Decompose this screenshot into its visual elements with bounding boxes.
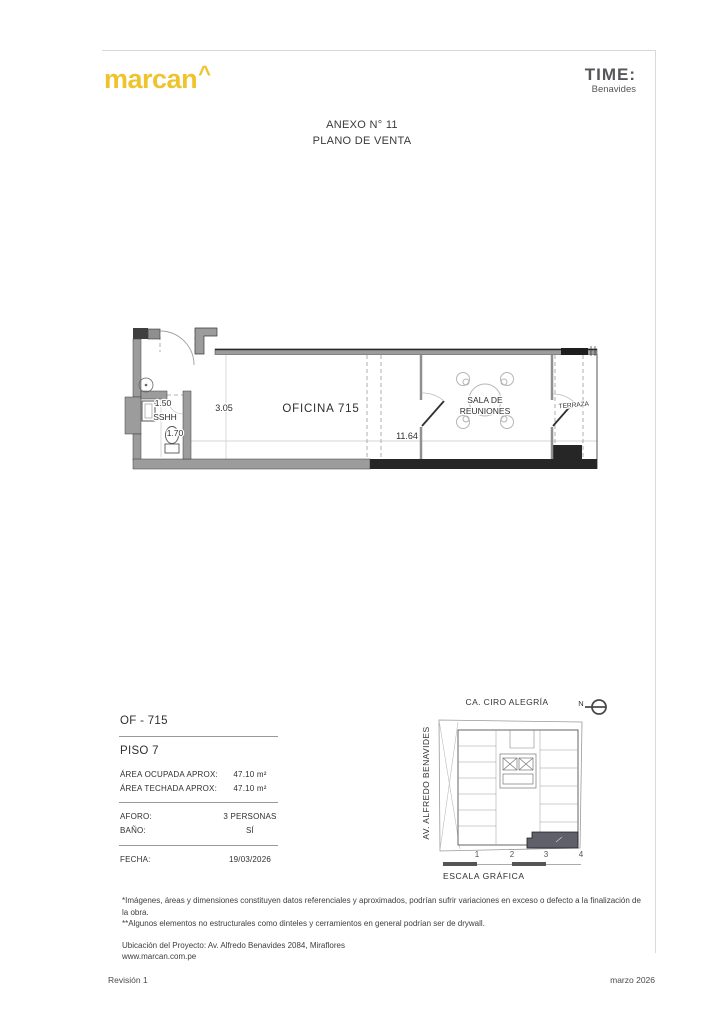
date-row [119,846,278,866]
capacity-rows [119,803,278,846]
title-line-2: PLANO DE VENTA [312,135,412,147]
scale-tick-3: 3 [543,850,549,859]
table-row [119,767,278,781]
bottom-wall-gray [133,459,370,469]
scale-tick-2: 2 [509,850,515,859]
terrace-label: TERRAZA [558,400,590,411]
area-rows [119,767,278,803]
graphic-scale-label: ESCALA GRÁFICA [443,871,525,881]
marcan-logo [104,61,211,95]
time-logo-subtext: Benavides [591,84,636,95]
entry-l-wall [195,328,217,354]
plan-labels [153,395,590,441]
bath-side-wall [183,391,191,459]
table-row [119,823,278,837]
unit-code: OF - 715 [119,712,278,737]
sala-door-arc [422,393,444,401]
fecha-value: 19/03/2026 [228,854,272,864]
street-label-left: AV. ALFREDO BENAVIDES [421,726,431,840]
bano-label: BAÑO: [120,825,146,835]
aforo-label: AFORO: [120,811,152,821]
time-benavides-logo [540,66,636,95]
top-wall-window-dark [561,348,588,355]
note-2: **Algunos elementos no estructurales como dinteles y cerramientos en general podrían ser de drywall. [122,919,485,928]
date-label: marzo 2026 [610,975,655,985]
table-row [119,781,278,795]
aforo-value: 3 PERSONAS [223,811,277,821]
sala-label-line1: SALA DE [467,395,503,405]
sala-label-line2: REUNIONES [459,406,511,416]
key-plan [420,692,620,862]
graphic-scale-bar [443,862,582,866]
marcan-logo-caret-icon: ^ [198,61,211,86]
area-ocupada-label: ÁREA OCUPADA APROX: [120,769,218,779]
floor-plan [115,315,610,480]
area-ocupada-value: 47.10 m² [233,769,267,779]
office-label: OFICINA 715 [282,403,360,415]
walls [125,328,597,469]
dim-3-05-label: 3.05 [215,403,233,413]
dim-1-70-label: 1.70 [166,428,184,438]
scale-tick-1: 1 [474,850,480,859]
unit-info-table [119,712,278,866]
marcan-logo-text: marcan [104,64,198,94]
north-compass-icon [578,699,606,714]
entry-jamb-gray [148,329,160,339]
disclaimer-notes [122,895,645,963]
title-line-1: ANEXO N° 11 [326,119,398,131]
note-1: *Imágenes, áreas y dimensiones constituyen datos referenciales y aproximados, podrían sufrir variaciones en exceso o defecto a la finalización de la obra. [122,896,641,917]
highlighted-unit [527,832,578,848]
terrace-step-dark [553,445,582,459]
building-outline [458,730,578,845]
north-letter: N [578,699,584,708]
floor-label: PISO 7 [120,745,159,757]
bano-value: SÍ [246,825,254,835]
scale-tick-4: 4 [578,850,584,859]
entry-jamb-dark [133,328,148,339]
dashed-reference-lines [160,329,583,459]
terrace-door-arc [553,394,574,402]
project-location: Ubicación del Proyecto: Av. Alfredo Benavides 2084, Miraflores [122,940,345,950]
dim-11-64-label: 11.64 [396,431,418,441]
document-title [0,117,724,149]
page-right-edge [655,50,656,953]
area-techada-value: 47.10 m² [233,783,267,793]
time-logo-text: TIME: [584,65,636,84]
bath-label: SSHH [153,412,177,422]
area-techada-label: ÁREA TECHADA APROX: [120,783,218,793]
toilet-tank-icon [165,444,179,453]
sala-door-leaf [422,401,444,426]
website-link[interactable]: www.marcan.com.pe [122,952,197,961]
page-top-edge [102,50,656,51]
left-wall-bump [125,397,141,434]
bottom-wall-dark [370,459,597,469]
dim-1-50-label: 1.50 [154,398,172,408]
left-wall-lower [133,434,141,460]
fecha-label: FECHA: [120,854,151,864]
entry-door-arc [160,331,194,365]
street-label-top: CA. CIRO ALEGRÍA [465,697,549,707]
table-row [119,852,278,866]
revision-label: Revisión 1 [108,975,148,985]
table-row [119,809,278,823]
